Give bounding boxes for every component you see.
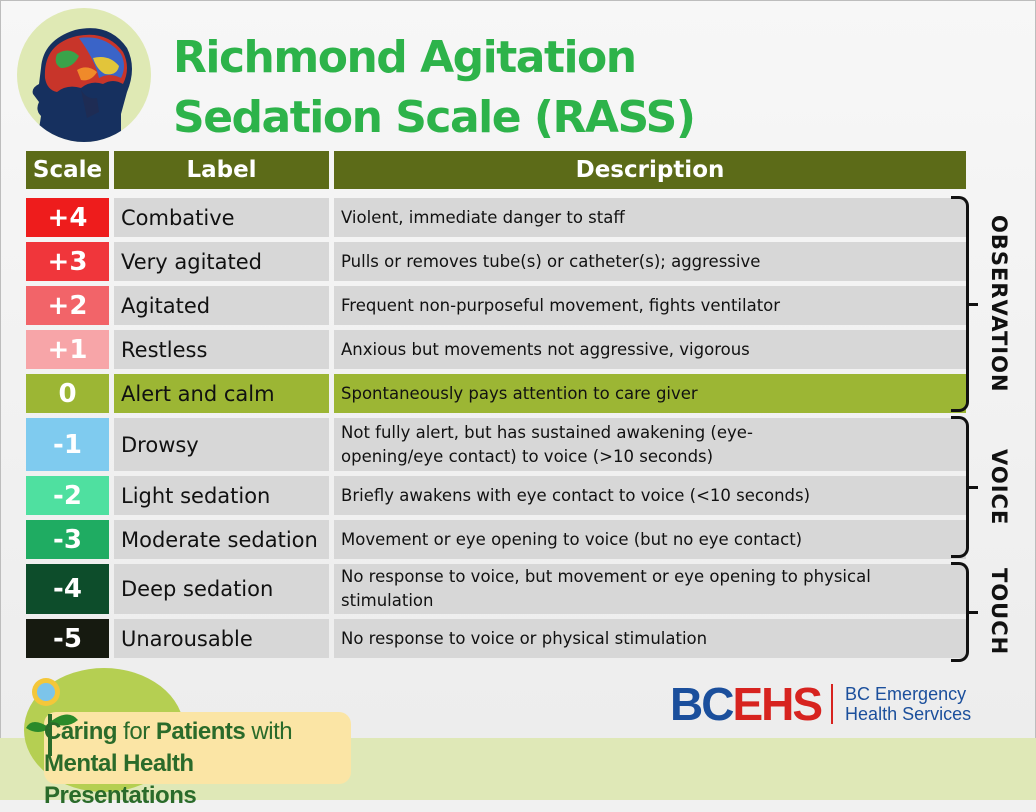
row-label: Unarousable xyxy=(114,619,329,658)
row-description: No response to voice or physical stimulation xyxy=(334,619,966,658)
table-row xyxy=(23,242,969,281)
title-line-1: Richmond Agitation xyxy=(173,32,636,83)
header-scale: Scale xyxy=(26,151,109,189)
caring-line-1: Caring for Patients with xyxy=(44,718,293,745)
row-description: Movement or eye opening to voice (but no eye contact) xyxy=(334,520,966,559)
table-row xyxy=(23,619,969,658)
row-description: Briefly awakens with eye contact to voice (<10 seconds) xyxy=(334,476,966,515)
table-row xyxy=(23,330,969,369)
row-label: Very agitated xyxy=(114,242,329,281)
table-row xyxy=(23,476,969,515)
bcehs-separator xyxy=(831,684,833,724)
page-title xyxy=(173,28,694,148)
scale-value: -1 xyxy=(26,418,109,471)
row-label: Light sedation xyxy=(114,476,329,515)
table-row xyxy=(23,286,969,325)
scale-value: +2 xyxy=(26,286,109,325)
bcehs-mark: BCEHS xyxy=(670,678,822,730)
row-label: Restless xyxy=(114,330,329,369)
row-description: Not fully alert, but has sustained awakening (eye-opening/eye contact) to voice (>10 seconds) xyxy=(334,418,966,471)
scale-value: -2 xyxy=(26,476,109,515)
table-row-alert xyxy=(23,374,969,413)
table-row xyxy=(23,198,969,237)
group-label-voice: VOICE xyxy=(987,448,1011,526)
row-description: Pulls or removes tube(s) or catheter(s); aggressive xyxy=(334,242,966,281)
title-line-2: Sedation Scale (RASS) xyxy=(173,92,695,143)
group-label-touch: TOUCH xyxy=(987,568,1011,656)
scale-value: -3 xyxy=(26,520,109,559)
group-label-observation: OBSERVATION xyxy=(987,215,1011,393)
touch-bracket xyxy=(951,562,969,662)
scale-value: +4 xyxy=(26,198,109,237)
scale-value: -5 xyxy=(26,619,109,658)
row-description: Frequent non-purposeful movement, fights ventilator xyxy=(334,286,966,325)
scale-value: +1 xyxy=(26,330,109,369)
table-row xyxy=(23,418,969,471)
table-row xyxy=(23,564,969,614)
row-label: Drowsy xyxy=(114,418,329,471)
observation-bracket xyxy=(951,196,969,412)
caring-text xyxy=(44,716,351,812)
row-label: Agitated xyxy=(114,286,329,325)
caring-logo xyxy=(24,668,351,809)
header-label: Label xyxy=(114,151,329,189)
bcehs-name: BC Emergency Health Services xyxy=(845,684,972,724)
header-description: Description xyxy=(334,151,966,189)
row-label: Deep sedation xyxy=(114,564,329,614)
table-row xyxy=(23,520,969,559)
row-description: Violent, immediate danger to staff xyxy=(334,198,966,237)
voice-bracket xyxy=(951,416,969,558)
row-description: Spontaneously pays attention to care giver xyxy=(334,374,966,413)
scale-value: -4 xyxy=(26,564,109,614)
row-label: Alert and calm xyxy=(114,374,329,413)
scale-value: +3 xyxy=(26,242,109,281)
row-description: Anxious but movements not aggressive, vigorous xyxy=(334,330,966,369)
row-label: Moderate sedation xyxy=(114,520,329,559)
brain-head-icon xyxy=(17,8,151,142)
row-description: No response to voice, but movement or eye opening to physical stimulation xyxy=(334,564,966,614)
caring-line-2: Mental Health Presentations xyxy=(44,750,197,809)
bcehs-logo xyxy=(670,680,971,728)
row-label: Combative xyxy=(114,198,329,237)
scale-value: 0 xyxy=(26,374,109,413)
